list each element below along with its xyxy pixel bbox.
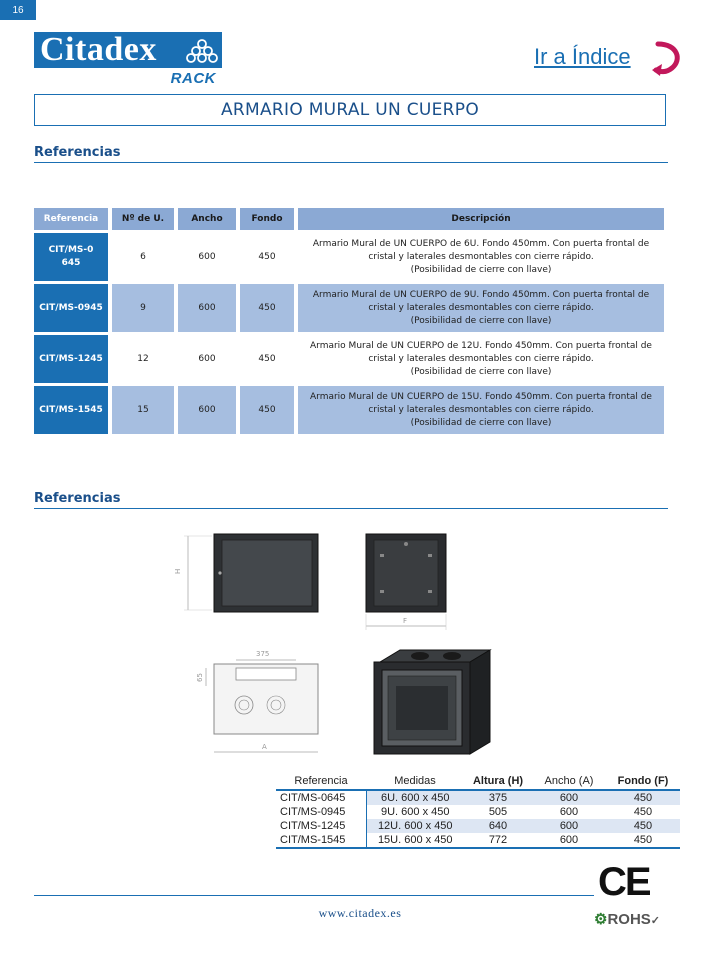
check-icon: ✓	[650, 915, 661, 927]
depth-cell: 450	[258, 252, 276, 262]
dim-label-375: 375	[256, 650, 270, 658]
front-view-drawing	[174, 534, 318, 612]
depth-cell: 450	[240, 284, 294, 332]
col-header-fondo: Fondo	[240, 208, 294, 230]
width-cell: 600	[178, 386, 236, 434]
rohs-text: ROHS	[607, 911, 651, 928]
width-cell: 600	[178, 284, 236, 332]
footer-divider	[34, 895, 594, 896]
top-view-drawing	[196, 650, 318, 752]
ref-text: CIT/MS-0	[48, 245, 94, 255]
logo-circles-icon	[186, 38, 218, 64]
ref-cell: CIT/MS-0945	[276, 805, 366, 819]
description-cell	[298, 335, 664, 383]
desc-line: cristal y laterales desmontables con cierre rápido.	[368, 302, 594, 313]
ref-cell	[34, 386, 108, 434]
dimensions-table	[276, 773, 680, 849]
citadex-logo	[34, 32, 224, 86]
ref-cell	[34, 233, 108, 281]
side-view-drawing	[366, 534, 446, 630]
desc-line: cristal y laterales desmontables con cierre rápido.	[368, 251, 594, 262]
ancho-cell: 600	[532, 790, 606, 805]
col-header-num-u: Nº de U.	[112, 208, 174, 230]
col-header-ancho: Ancho (A)	[532, 773, 606, 790]
ancho-cell: 600	[559, 806, 579, 818]
ref-cell: CIT/MS-0645	[276, 790, 366, 805]
depth-cell: 450	[258, 354, 276, 364]
col-header-fondo: Fondo (F)	[606, 773, 680, 790]
table-row	[276, 790, 680, 805]
ancho-cell: 600	[532, 833, 606, 848]
col-header-ancho: Ancho	[178, 208, 236, 230]
desc-line: Armario Mural de UN CUERPO de 6U. Fondo 450mm. Con puerta frontal de	[312, 238, 650, 249]
altura-cell: 772	[464, 833, 532, 848]
altura-cell: 640	[464, 819, 532, 833]
dim-label-a: A	[262, 743, 267, 751]
desc-line: cristal y laterales desmontables con cierre rápido.	[368, 404, 594, 415]
col-header-altura: Altura (H)	[464, 773, 532, 790]
description-cell	[298, 233, 664, 281]
rohs-leaf-icon: ⚙	[594, 911, 608, 928]
table-row	[34, 233, 664, 281]
medidas-cell: 6U. 600 x 450	[366, 790, 464, 805]
ref-cell: CIT/MS-1545	[276, 833, 366, 848]
desc-line: (Posibilidad de cierre con llave)	[410, 366, 552, 377]
medidas-cell: 9U. 600 x 450	[381, 806, 450, 818]
col-header-medidas: Medidas	[366, 773, 464, 790]
logo-rack-text: RACK	[170, 70, 216, 87]
goto-index-link[interactable]: Ir a Índice	[534, 44, 631, 69]
desc-line: Armario Mural de UN CUERPO de 9U. Fondo 450mm. Con puerta frontal de	[312, 289, 650, 300]
perspective-view-drawing	[374, 650, 490, 754]
desc-line: (Posibilidad de cierre con llave)	[410, 264, 552, 275]
col-header-descripcion: Descripción	[298, 208, 664, 230]
desc-line: Armario Mural de UN CUERPO de 15U. Fondo 450mm. Con puerta frontal de	[310, 391, 652, 402]
section-title-referencias-2: Referencias	[34, 491, 668, 509]
dim-label-h: H	[174, 568, 182, 574]
altura-cell: 505	[488, 806, 508, 818]
logo-name: Citadex	[40, 31, 157, 68]
table-row	[276, 833, 680, 848]
ref-cell	[34, 335, 108, 383]
fondo-cell: 450	[633, 806, 653, 818]
units-cell: 6	[140, 252, 146, 262]
table-row	[34, 386, 664, 434]
page-title-box	[34, 94, 666, 126]
medidas-cell: 15U. 600 x 450	[366, 833, 464, 848]
units-cell: 12	[137, 354, 149, 364]
cabinet-drawings	[170, 524, 520, 764]
fondo-cell: 450	[606, 790, 680, 805]
ref-text: CIT/MS-1545	[39, 404, 103, 415]
col-header-referencia: Referencia	[34, 208, 108, 230]
desc-line: (Posibilidad de cierre con llave)	[410, 315, 552, 326]
altura-cell: 375	[464, 790, 532, 805]
ref-text-cont: 645	[61, 258, 81, 268]
col-header-referencia: Referencia	[276, 773, 366, 790]
return-arrow-icon[interactable]	[650, 40, 684, 80]
description-cell	[298, 386, 664, 434]
units-cell: 15	[112, 386, 174, 434]
desc-line: cristal y laterales desmontables con cierre rápido.	[368, 353, 594, 364]
table-row	[276, 805, 680, 819]
ref-cell: CIT/MS-1245	[276, 819, 366, 833]
units-cell: 9	[112, 284, 174, 332]
ref-text: CIT/MS-1245	[39, 353, 103, 364]
width-cell: 600	[198, 354, 216, 364]
dim-label-65: 65	[196, 673, 204, 682]
description-cell	[298, 284, 664, 332]
section-title-referencias: Referencias	[34, 145, 668, 163]
page-title: ARMARIO MURAL UN CUERPO	[220, 100, 480, 120]
ce-mark: CE	[598, 860, 650, 904]
footer-website-link[interactable]: www.citadex.es	[318, 906, 402, 920]
ancho-cell: 600	[532, 819, 606, 833]
desc-line: Armario Mural de UN CUERPO de 12U. Fondo 450mm. Con puerta frontal de	[310, 340, 652, 351]
ref-text: CIT/MS-0945	[39, 302, 103, 313]
page-number: 16	[0, 0, 36, 20]
table-row	[34, 284, 664, 332]
references-table	[30, 205, 668, 437]
desc-line: (Posibilidad de cierre con llave)	[410, 417, 552, 428]
depth-cell: 450	[240, 386, 294, 434]
width-cell: 600	[198, 252, 216, 262]
table-row	[276, 819, 680, 833]
fondo-cell: 450	[606, 833, 680, 848]
fondo-cell: 450	[606, 819, 680, 833]
ref-cell	[34, 284, 108, 332]
medidas-cell: 12U. 600 x 450	[366, 819, 464, 833]
dim-label-f: F	[403, 617, 408, 625]
table-row	[34, 335, 664, 383]
